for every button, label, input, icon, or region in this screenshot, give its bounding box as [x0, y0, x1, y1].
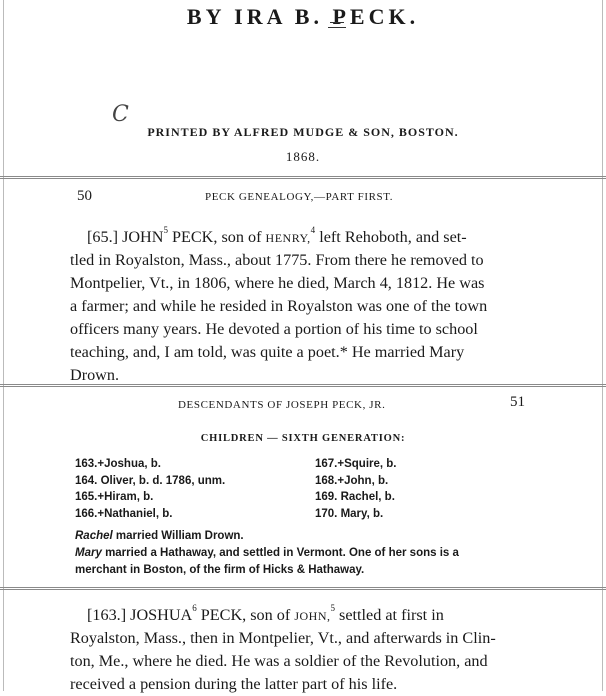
note-mary: [75, 545, 459, 562]
father-sup: 5: [330, 603, 335, 613]
generation-sup: 5: [163, 225, 168, 235]
entry-163-line-4: received a pension during the latter part of his life.: [70, 675, 398, 693]
generation-sup: 6: [192, 603, 197, 613]
entry-65-line-5: officers many years. He devoted a portion of his time to school: [70, 320, 478, 338]
printer-line: PRINTED BY ALFRED MUDGE & SON, BOSTON.: [147, 125, 459, 139]
note-rachel-name: Rachel: [75, 530, 113, 542]
entry-163-line-2: Royalston, Mass., then in Montpelier, Vt., and afterwards in Clin-: [70, 629, 496, 647]
author-line: BY IRA B. PECK.: [186, 4, 420, 29]
note-mary-2: merchant in Boston, of the firm of Hicks & Hathaway.: [75, 564, 365, 576]
running-head-51: DESCENDANTS OF JOSEPH PECK, JR.: [178, 399, 386, 411]
note-mary-text: married a Hathaway, and settled in Vermont. One of her sons is a: [105, 547, 459, 559]
child-166: 166.+Nathaniel, b.: [75, 507, 173, 520]
generation-heading: CHILDREN — SIXTH GENERATION:: [200, 433, 406, 444]
note-mary-name: Mary: [75, 547, 102, 559]
running-head-50: PECK GENEALOGY,—PART FIRST.: [205, 191, 394, 203]
entry-line-1-rest: settled at first in: [339, 606, 444, 624]
entry-65-line-6: teaching, and, I am told, was quite a poet.* He married Mary: [70, 343, 465, 361]
child-168: 168.+John, b.: [315, 474, 389, 487]
entry-surname: PECK, son of: [171, 228, 262, 246]
child-169: 169. Rachel, b.: [315, 491, 395, 503]
entry-surname: PECK, son of: [200, 606, 291, 624]
note-rachel: [75, 528, 244, 545]
page-number-51: 51: [510, 394, 525, 410]
entry-line-1-rest: left Rehoboth, and set-: [319, 228, 467, 246]
publication-year: 1868.: [285, 149, 321, 164]
underline-mark: [330, 22, 344, 23]
entry-father: JOHN,: [294, 609, 331, 623]
child-163: 163.+Joshua, b.: [75, 458, 161, 470]
entry-65-line-7: Drown.: [70, 366, 120, 384]
entry-father: HENRY,: [265, 231, 311, 245]
child-167: 167.+Squire, b.: [315, 458, 397, 470]
entry-name: JOSHUA: [130, 606, 193, 624]
children-list-left: [75, 456, 225, 522]
page-divider-3: [0, 587, 606, 590]
pencil-mark: C: [112, 102, 129, 127]
note-rachel-text: married William Drown.: [115, 530, 244, 542]
entry-65-line-3: Montpelier, Vt., in 1806, where he died, March 4, 1812. He was: [70, 274, 485, 292]
entry-name: JOHN: [122, 228, 164, 246]
entry-65-line-4: a farmer; and while he resided in Royalston was one of the town: [70, 297, 488, 315]
entry-163-line-3: ton, Me., where he died. He was a soldier of the Revolution, and: [70, 652, 488, 670]
page-number-50: 50: [77, 188, 92, 204]
child-170: 170. Mary, b.: [315, 507, 384, 520]
entry-ref: [163.]: [87, 606, 127, 624]
page-divider-1: [0, 176, 606, 179]
child-164: 164. Oliver, b. d. 1786, unm.: [75, 474, 226, 487]
underline-mark-2: [328, 27, 346, 28]
entry-ref: [65.]: [87, 228, 119, 246]
page-divider-2: [0, 384, 606, 387]
child-165: 165.+Hiram, b.: [75, 491, 154, 503]
children-list-right: [315, 456, 397, 522]
entry-65-line-2: tled in Royalston, Mass., about 1775. From there he removed to: [70, 251, 484, 269]
entry-65-line-1: [87, 226, 467, 250]
father-sup: 4: [310, 225, 316, 235]
entry-163-line-1: [87, 604, 444, 628]
